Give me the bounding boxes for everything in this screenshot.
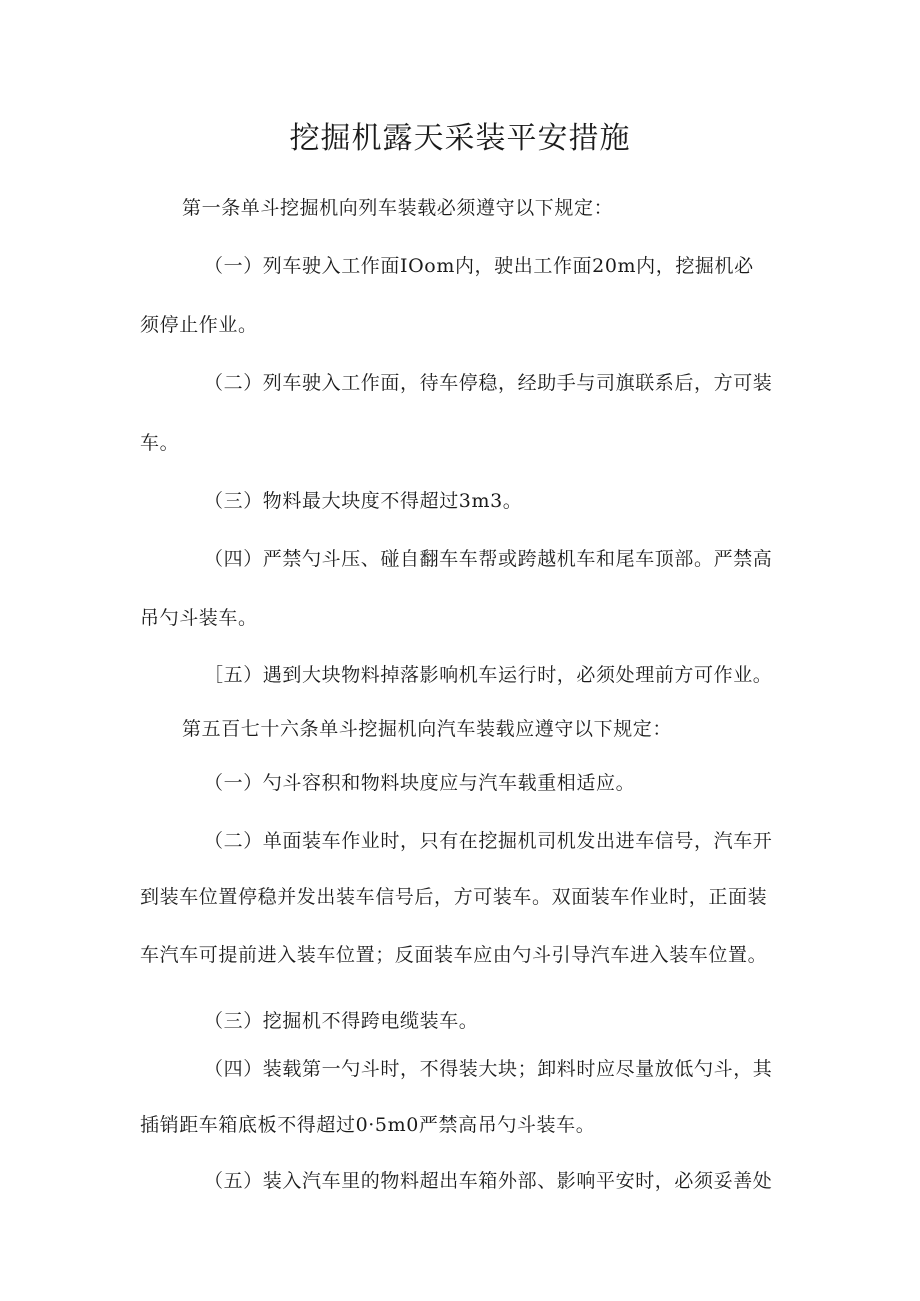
- paragraph-line: 车汽车可提前进入装车位置；反面装车应由勺斗引导汽车进入装车位置。: [140, 944, 768, 966]
- paragraph-line: （一）勺斗容积和物料块度应与汽车载重相适应。: [204, 772, 636, 794]
- paragraph-line: 须停止作业。: [140, 314, 258, 336]
- paragraph-line: （四）严禁勺斗压、碰自翻车车帮或跨越机车和尾车顶部。严禁高: [204, 548, 773, 570]
- paragraph-line: ［五）遇到大块物料掉落影响机车运行时，必须处理前方可作业。: [204, 664, 773, 686]
- document-title: 挖掘机露天采装平安措施: [289, 121, 631, 156]
- article-heading: 第一条单斗挖掘机向列车装载必须遵守以下规定：: [182, 197, 614, 219]
- paragraph-line: （五）装入汽车里的物料超出车箱外部、影响平安时，必须妥善处: [204, 1170, 773, 1192]
- paragraph-line: （三）物料最大块度不得超过3m3。: [204, 490, 523, 512]
- paragraph-line: 插销距车箱底板不得超过0·5m0严禁高吊勺斗装车。: [140, 1114, 596, 1136]
- paragraph-line: （一）列车驶入工作面IOom内，驶出工作面20m内，挖掘机必: [204, 255, 754, 277]
- paragraph-line: （二）列车驶入工作面，待车停稳，经助手与司旗联系后，方可装: [204, 372, 773, 394]
- paragraph-line: （三）挖掘机不得跨电缆装车。: [204, 1010, 479, 1032]
- paragraph-line: 车。: [140, 432, 180, 454]
- paragraph-line: 吊勺斗装车。: [140, 607, 258, 629]
- article-heading: 第五百七十六条单斗挖掘机向汽车装载应遵守以下规定：: [182, 718, 673, 740]
- paragraph-line: 到装车位置停稳并发出装车信号后，方可装车。双面装车作业时，正面装: [140, 886, 768, 908]
- paragraph-line: （四）装载第一勺斗时，不得装大块；卸料时应尽量放低勺斗，其: [204, 1058, 773, 1080]
- paragraph-line: （二）单面装车作业时，只有在挖掘机司机发出进车信号，汽车开: [204, 830, 773, 852]
